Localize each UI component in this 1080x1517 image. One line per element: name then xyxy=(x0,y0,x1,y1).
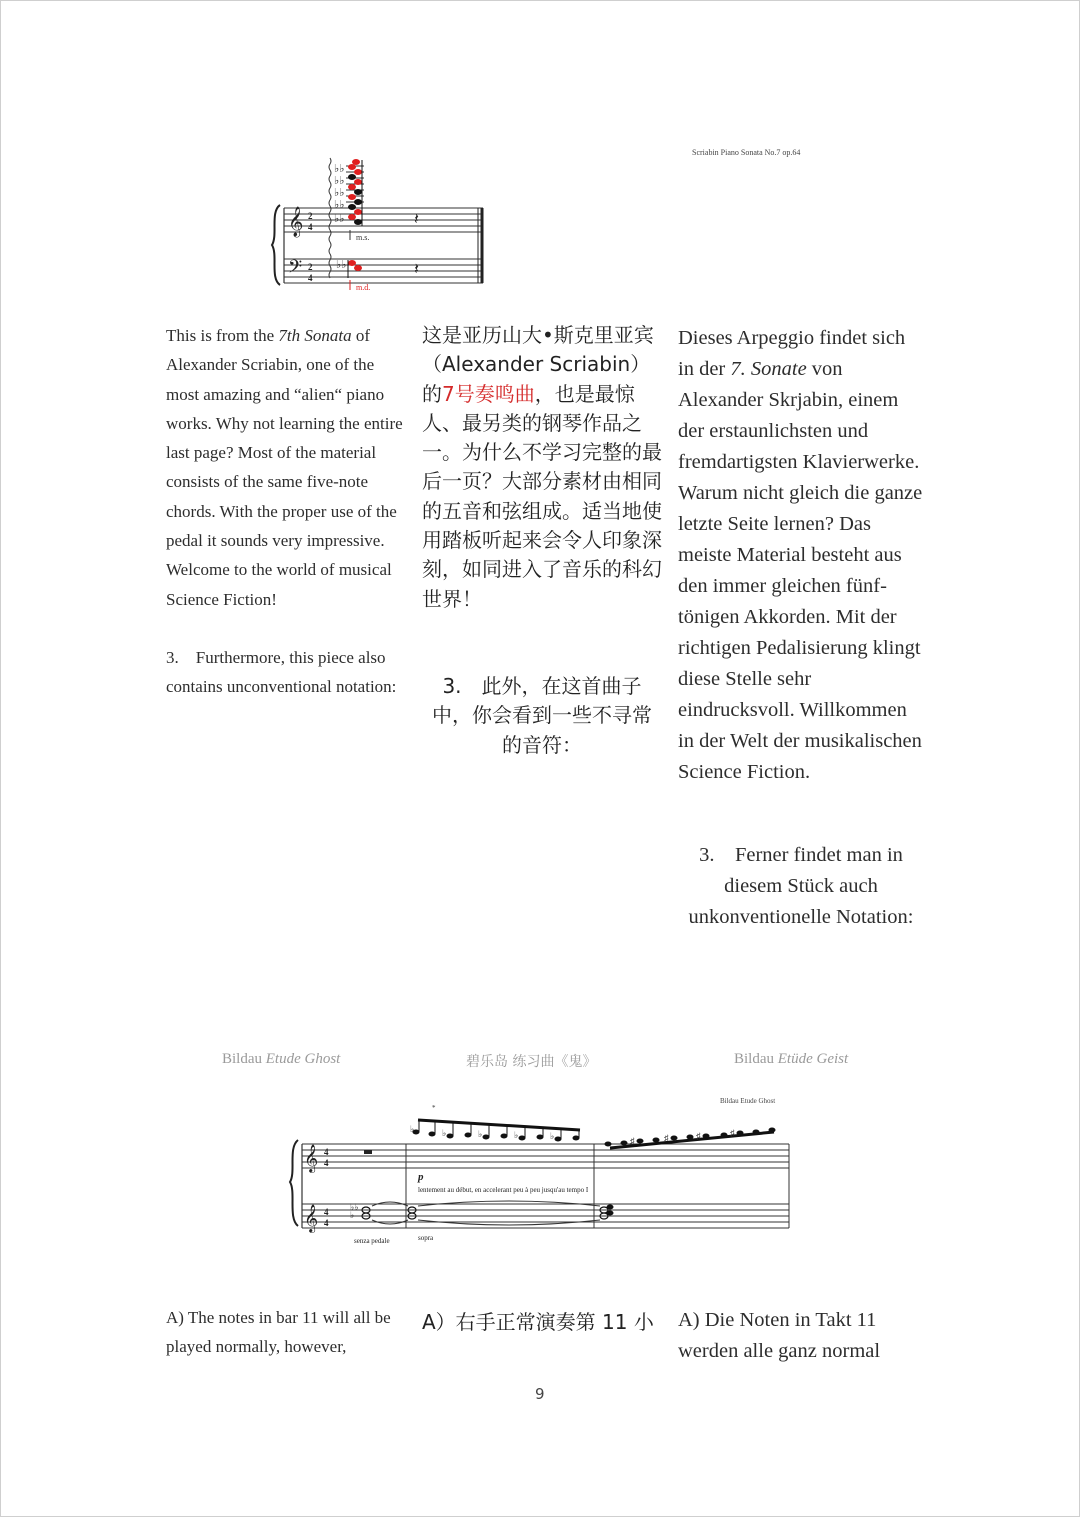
chinese-highlight: 7号奏鸣曲 xyxy=(442,381,535,406)
score2-rest xyxy=(364,1150,372,1154)
svg-text:*: * xyxy=(432,1104,436,1112)
score2-senza-pedale: senza pedale xyxy=(354,1237,390,1245)
title-german: Bildau Etüde Geist xyxy=(734,1051,849,1067)
svg-text:♭♭: ♭♭ xyxy=(334,163,345,175)
page-number: 9 xyxy=(535,1385,545,1403)
chinese-paragraph-2: 3. 此外，在这首曲子中，你会看到一些不寻常的音符： xyxy=(432,673,652,757)
chinese-paragraph-1: 这是亚历山大•斯克里亚宾（Alexander Scriabin）的7号奏鸣曲，也是最惊人、最另类的钢琴作品之一。为什么不学习完整的最后一页？大部分素材由相同的五音和弦组成。适当地使用踏板听起来会令人印象深刻，如同进入了音乐的科幻世界！ xyxy=(422,323,662,611)
svg-text:♯: ♯ xyxy=(664,1133,669,1143)
svg-text:♯: ♯ xyxy=(696,1131,701,1141)
score2-lower-clef: 𝄞 xyxy=(304,1206,319,1232)
svg-text:4: 4 xyxy=(308,222,313,232)
svg-text:♯: ♯ xyxy=(730,1128,735,1138)
score2-notation xyxy=(284,1102,796,1252)
svg-text:♭: ♭ xyxy=(550,1131,555,1141)
svg-text:4: 4 xyxy=(324,1207,329,1217)
svg-text:♭♭: ♭♭ xyxy=(350,1202,359,1212)
svg-text:♭: ♭ xyxy=(514,1130,519,1140)
score1-caption: Scriabin Piano Sonata No.7 op.64 xyxy=(692,148,801,157)
score2-caption: Bildau Etude Ghost xyxy=(720,1097,776,1105)
german-paragraph-3: A) Die Noten in Takt 11 werden alle ganz normal xyxy=(678,1309,881,1362)
english-paragraph-3: A) The notes in bar 11 will all be played normally, however, xyxy=(166,1308,391,1357)
chinese-column xyxy=(422,321,662,760)
english-paragraph-2: 3. Furthermore, this piece also contains unconventional notation: xyxy=(166,647,397,697)
german-column xyxy=(678,323,924,933)
score2-treble-clef: 𝄞 xyxy=(304,1146,319,1172)
svg-text:♭♭: ♭♭ xyxy=(334,175,345,187)
svg-text:2: 2 xyxy=(308,211,313,221)
svg-text:4: 4 xyxy=(324,1158,329,1168)
score2-beamed-run-2 xyxy=(605,1128,776,1149)
score2-brace xyxy=(290,1140,298,1226)
score1-brace xyxy=(272,205,280,285)
score2-dynamic: p xyxy=(418,1171,424,1183)
chinese-paragraph-3: A）右手正常演奏第 11 小 xyxy=(422,1310,654,1334)
title-english: Bildau Etude Ghost xyxy=(222,1051,341,1067)
score1-arpeggio-line xyxy=(329,158,331,278)
svg-text:♭♭: ♭♭ xyxy=(336,259,347,271)
svg-text:♭: ♭ xyxy=(478,1129,483,1139)
score2-expression: lentement au début, en accelerant peu à peu jusqu'au tempo I xyxy=(418,1186,589,1194)
english-column xyxy=(166,321,406,702)
score1-md: m.d. xyxy=(356,283,371,292)
svg-text:2: 2 xyxy=(308,262,313,272)
score1-treble-staff xyxy=(284,208,483,232)
score1-treble-clef: 𝄞 xyxy=(288,207,304,236)
svg-text:♭: ♭ xyxy=(350,1210,355,1220)
svg-text:♭: ♭ xyxy=(410,1124,415,1134)
score2-tied-chords xyxy=(350,1201,614,1225)
score1-chord xyxy=(348,159,362,278)
svg-text:♭: ♭ xyxy=(442,1128,447,1138)
score1-ms: m.s. xyxy=(356,233,370,242)
title-chinese: 碧乐岛 练习曲《鬼》 xyxy=(466,1054,597,1070)
score2-sopra: sopra xyxy=(418,1234,434,1242)
svg-text:♭♭: ♭♭ xyxy=(334,199,345,211)
svg-text:♯: ♯ xyxy=(630,1136,635,1146)
score2-beamed-run-1 xyxy=(410,1104,580,1142)
score1-bass-clef: 𝄢 xyxy=(288,256,303,281)
svg-text:4: 4 xyxy=(324,1147,329,1157)
german-paragraph-2: 3. Ferner findet man in diesem Stück auch unkonventionelle Notation: xyxy=(688,844,914,928)
svg-text:4: 4 xyxy=(308,273,313,283)
svg-text:♭♭: ♭♭ xyxy=(334,187,345,199)
score1-rest-bass: 𝄽 xyxy=(414,261,419,278)
score1-notation xyxy=(268,150,498,295)
score2-treble-staff xyxy=(302,1144,789,1168)
score1-bass-staff xyxy=(284,259,483,283)
score1-rest-treble: 𝄽 xyxy=(414,211,419,228)
german-paragraph-1: Dieses Arpeggio findet sich in der 7. Sonate von Alexander Skrjabin, einem der erstaunlichsten und fremdartigsten Klavierwerke. Warum nicht gleich die ganze letzte Seite lernen? Das meiste Material besteht aus den immer gleichen fünf-tönigen Akkorden. Mit der richtigen Pedalisierung klingt diese Stelle sehr eindrucksvoll. Willkommen in der Welt der musikalischen Science Fiction. xyxy=(678,327,923,783)
svg-text:♭♭: ♭♭ xyxy=(334,213,345,225)
svg-text:4: 4 xyxy=(324,1218,329,1228)
english-paragraph-1: This is from the 7th Sonata of Alexander Scriabin, one of the most amazing and “alien“ piano works. Why not learning the entire last page? Most of the material consists of the same five-note chords. With the proper use of the pedal it sounds very impressive. Welcome to the world of musical Science Fiction! xyxy=(166,326,403,609)
